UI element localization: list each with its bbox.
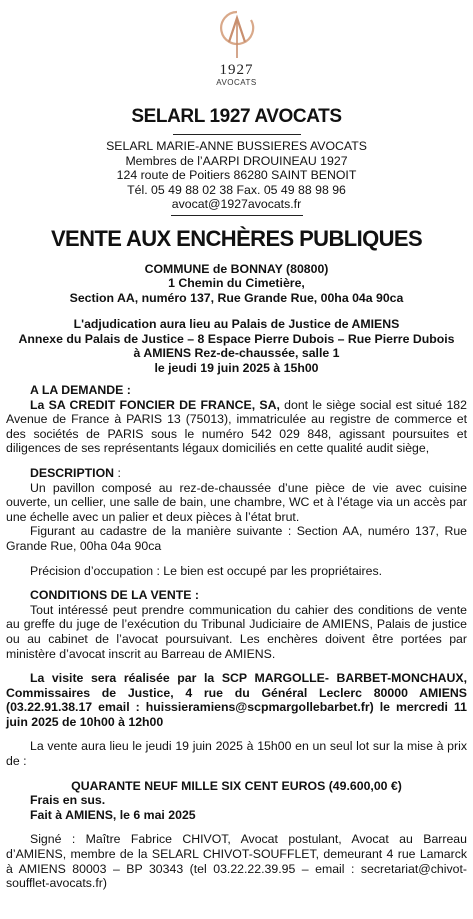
conditions-heading	[6, 588, 467, 603]
frais-text: Frais en sus.	[30, 793, 106, 808]
firm-line: Membres de l’AARPI DROUINEAU 1927	[125, 153, 348, 168]
description-heading-text: DESCRIPTION	[30, 465, 115, 480]
firm-line: Tél. 05 49 88 02 38 Fax. 05 49 88 98 96	[127, 182, 346, 197]
cadastre-line: Section AA, numéro 137, Rue Grande Rue, 00ha 04a 90ca	[69, 290, 404, 305]
starting-price: QUARANTE NEUF MILLE SIX CENT EUROS (49.600,00 €)	[71, 778, 402, 793]
description-heading	[6, 466, 467, 481]
firm-line: SELARL MARIE-ANNE BUSSIERES AVOCATS	[106, 139, 367, 153]
commune-line: COMMUNE de BONNAY (80800)	[144, 261, 329, 276]
property-location	[6, 262, 467, 306]
logo-a-emblem-icon	[217, 8, 257, 62]
demande-party: La SA CREDIT FONCIER DE FRANCE, SA,	[30, 397, 280, 412]
occupation-text: Précision d’occupation : Le bien est occupé par les propriétaires.	[30, 563, 383, 578]
fait-text: Fait à AMIENS, le 6 mai 2025	[30, 807, 196, 822]
visite-text: La visite sera réalisée par la SCP MARGOLLE- BARBET-MONCHAUX, Commissaires de Justice, 4 rue du Général Leclerc 80000 AMIENS (03.22.91.38.17 email : huissieramiens@scpmargollebarbet.fr) le mercredi 11 juin 2025 de 10h00 à 12h00	[6, 671, 467, 729]
notice-title: VENTE AUX ENCHÈRES PUBLIQUES	[50, 225, 423, 251]
adjudication-line: à AMIENS Rez-de-chaussée, salle 1	[133, 346, 340, 360]
adjudication-date: le jeudi 19 juin 2025 à 15h00	[154, 360, 319, 375]
firm-name: SELARL 1927 AVOCATS	[131, 106, 342, 127]
firm-line: 124 route de Poitiers 86280 SAINT BENOIT	[116, 168, 357, 182]
demande-paragraph	[6, 398, 467, 456]
firm-header	[6, 106, 467, 216]
firm-logo	[187, 8, 287, 90]
description-text: Un pavillon composé au rez-de-chaussée d’une pièce de vie avec cuisine ouverte, un cellier, une salle de bain, une chambre, WC et à l’étage via un accès par une échelle avec un palier et deux pièces à l’état brut.	[6, 480, 467, 524]
divider	[171, 215, 303, 216]
divider	[173, 134, 301, 135]
logo-year: 1927	[219, 62, 254, 78]
signature-text: Signé : Maître Fabrice CHIVOT, Avocat postulant, Avocat au Barreau d’AMIENS, membre de la SELARL CHIVOT-SOUFFLET, demeurant 4 rue Lamarck à AMIENS 80003 – BP 30343 (tel 03.22.22.39.95 – email : secretariat@chivot-soufflet-avocats.fr)	[6, 832, 467, 891]
demande-heading	[6, 383, 467, 398]
conditions-heading-text: CONDITIONS DE LA VENTE :	[30, 588, 199, 603]
address-line: 1 Chemin du Cimetière,	[168, 276, 305, 290]
demande-heading-text: A LA DEMANDE :	[30, 383, 131, 397]
legal-notice	[0, 8, 473, 919]
logo-name: AVOCATS	[216, 78, 257, 87]
adjudication-info	[6, 317, 467, 375]
adjudication-line: Annexe du Palais de Justice – 8 Espace Pierre Dubois – Rue Pierre Dubois	[18, 331, 455, 346]
adjudication-line: L'adjudication aura lieu au Palais de Justice de AMIENS	[73, 317, 400, 331]
firm-email: avocat@1927avocats.fr	[171, 197, 302, 211]
vente-lieu-text: La vente aura lieu le jeudi 19 juin 2025 à 15h00 en un seul lot sur la mise à prix de :	[6, 739, 467, 769]
conditions-text: Tout intéressé peut prendre communication du cahier des conditions de vente au greffe du juge de l’exécution du Tribunal Judiciaire de AMIENS, Palais de justice ou au cabinet de l’avocat poursuivant. Les enchères doivent être portées par ministère d’avocat inscrit au Barreau de AMIENS.	[6, 602, 467, 661]
description-heading-suffix: :	[114, 465, 121, 480]
demande-text: dont le siège social est situé 182 Avenue de France à PARIS 13 (75013), immatriculée au registre de commerce et des sociétés de PARIS sous le numéro 542 029 848, agissant poursuites et diligences de ses représentants légaux domiciliés en cette qualité audit siège,	[6, 397, 467, 456]
cadastre-text: Figurant au cadastre de la manière suivante : Section AA, numéro 137, Rue Grande Rue, 00ha 04a 90ca	[6, 524, 467, 553]
